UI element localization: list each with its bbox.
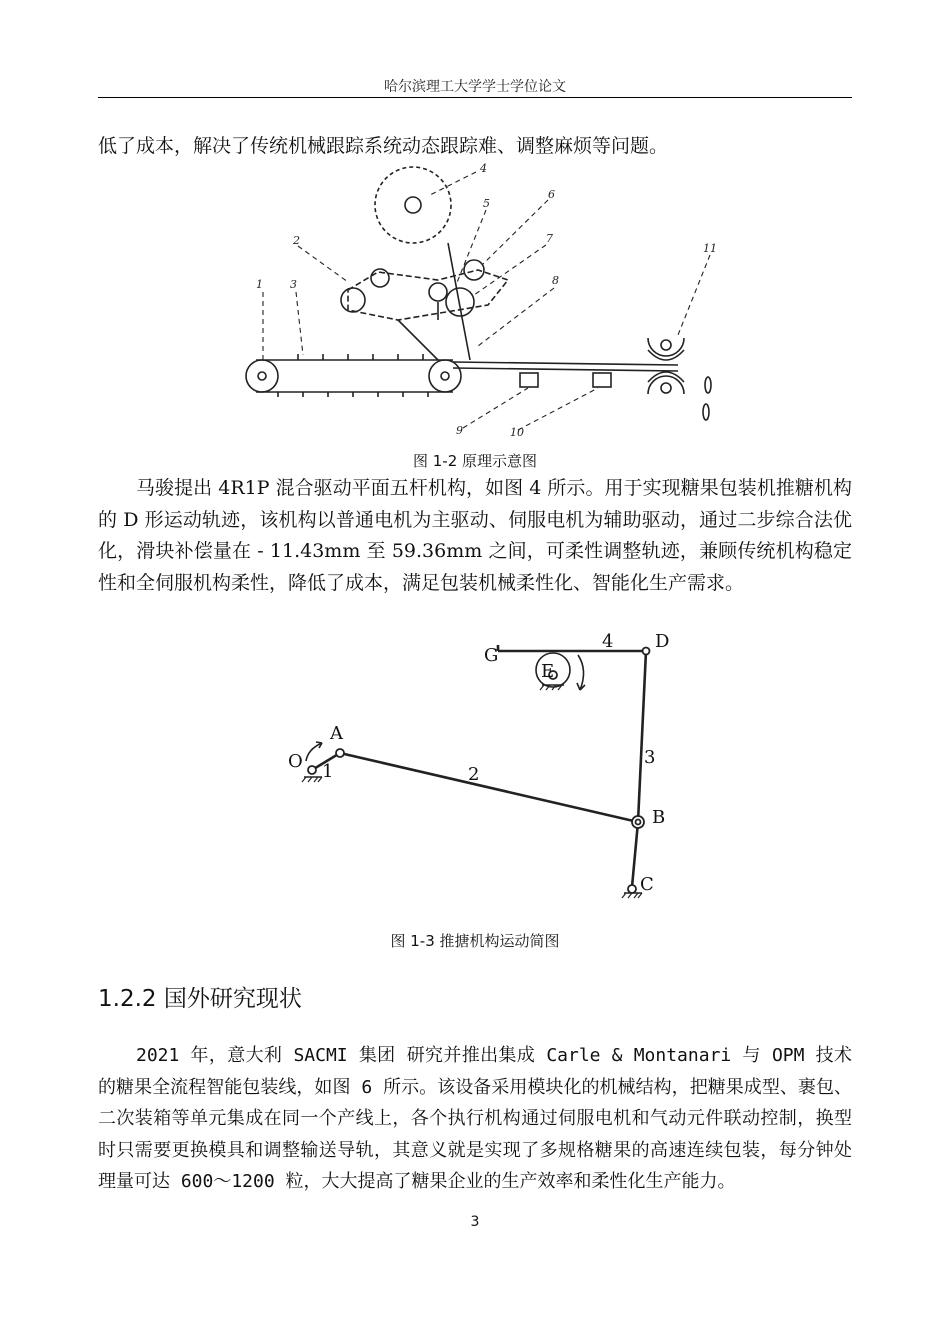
figure-1-3-caption: 图 1-3 推搪机构运动简图 <box>390 932 560 950</box>
paragraph-sacmi: 2021 年，意大利 SACMI 集团 研究并推出集成 Carle & Montanari 与 OPM 技术的糖果全流程智能包装线，如图 6 所示。该设备采用模块化的机械结构，把糖果成型、裹包、二次装箱等单元集成在同一个产线上，各个执行机构通过伺服电机和气动元件联动控制，换型时只需要更换模具和调整输送导轨，其意义就是实现了多规格糖果的高速连续包装，每分钟处理量可达 600～1200 粒，大大提高了糖果企业的生产效率和柔性化生产能力。 <box>98 1045 852 1192</box>
figure-1-3-linkage <box>280 625 680 915</box>
fig1-label-10: 10 <box>510 426 524 439</box>
fig1-label-5: 5 <box>483 197 490 210</box>
label-o: O <box>288 751 303 772</box>
fig1-label-4: 4 <box>480 162 487 175</box>
figure-1-2-caption: 图 1-2 原理示意图 <box>412 452 538 470</box>
fig1-label-7: 7 <box>546 232 553 245</box>
paragraph-continuation: 低了成本，解决了传统机械跟踪系统动态跟踪难、调整麻烦等问题。 <box>98 135 669 157</box>
label-1: 1 <box>322 761 334 782</box>
header-rule <box>98 97 852 98</box>
link-2 <box>340 753 638 822</box>
running-header: 哈尔滨理工大学学士学位论文 <box>384 79 566 95</box>
joint-a <box>336 749 344 757</box>
label-e: E <box>541 661 555 682</box>
belt-pulley-left <box>246 360 278 392</box>
fig1-label-8: 8 <box>552 274 559 287</box>
label-a: A <box>330 723 343 744</box>
joint-d <box>643 648 650 655</box>
figure-1-2-schematic <box>238 160 718 445</box>
label-3: 3 <box>644 747 656 768</box>
joint-o <box>308 766 316 774</box>
label-4: 4 <box>602 631 614 652</box>
wheel-4 <box>375 167 451 243</box>
belt-pulley-right <box>429 360 461 392</box>
fig1-label-11: 11 <box>703 242 717 255</box>
link-3 <box>638 651 646 822</box>
label-c: C <box>640 874 654 895</box>
joint-c <box>628 885 636 893</box>
page-number: 3 <box>470 1214 480 1230</box>
paragraph-ma-jun: 马骏提出 4R1P 混合驱动平面五杆机构，如图 4 所示。用于实现糖果包装机推糖机构的 D 形运动轨迹，该机构以普通电机为主驱动、伺服电机为辅助驱动，通过二步综合法优化，滑块补偿量在 - 11.43mm 至 59.36mm 之间，可柔性调整轨迹，兼顾传统机构稳定性和全伺服机构柔性，降低了成本，满足包装机械柔性化、智能化生产需求。 <box>98 477 852 594</box>
section-heading: 1.2.2 国外研究现状 <box>98 986 302 1012</box>
fig1-label-2: 2 <box>293 234 300 247</box>
fig1-label-9: 9 <box>456 424 463 437</box>
link-bc <box>632 822 638 887</box>
label-g: G <box>484 645 499 666</box>
fig1-label-1: 1 <box>256 278 263 291</box>
label-b: B <box>652 807 666 828</box>
fig1-label-6: 6 <box>548 188 555 201</box>
fig1-label-3: 3 <box>290 278 297 291</box>
label-2: 2 <box>468 764 480 785</box>
guide-plate <box>348 270 508 320</box>
label-d: D <box>655 631 670 652</box>
